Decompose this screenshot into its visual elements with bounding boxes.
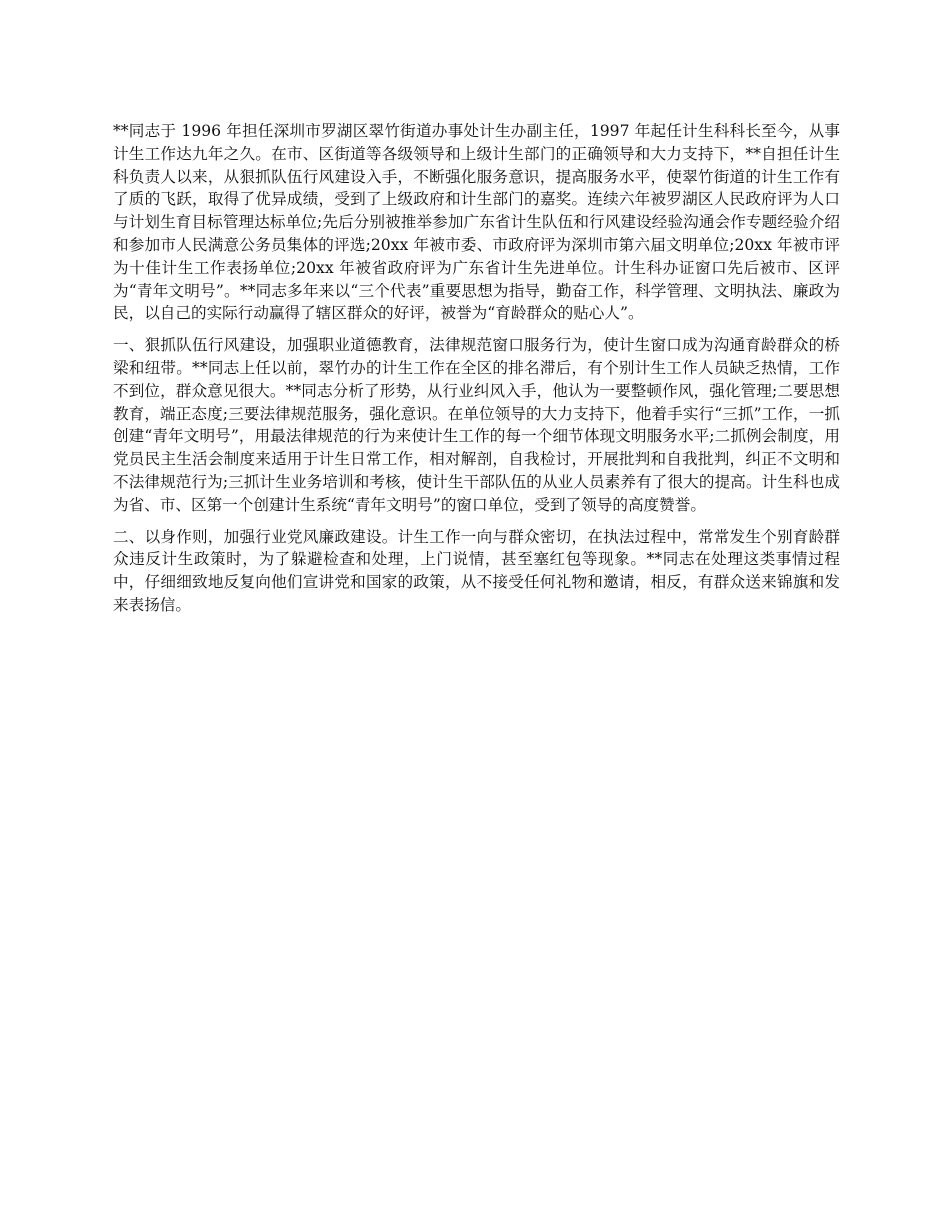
paragraph-section-two: 二、以身作则，加强行业党风廉政建设。计生工作一向与群众密切，在执法过程中，常常发生个别育龄群众违反计生政策时，为了躲避检查和处理，上门说情，甚至塞红包等现象。**同志在处理这类事情过程中，仔细细致地反复向他们宣讲党和国家的政策，从不接受任何礼物和邀请，相反，有群众送来锦旗和发来表扬信。 (113, 527, 840, 614)
document-body (113, 120, 840, 626)
paragraph-section-one: 一、狠抓队伍行风建设，加强职业道德教育，法律规范窗口服务行为，使计生窗口成为沟通育龄群众的桥梁和纽带。**同志上任以前，翠竹办的计生工作在全区的排名滞后，有个别计生工作人员缺乏热情，工作不到位，群众意见很大。**同志分析了形势，从行业纠风入手，他认为一要整顿作风，强化管理;二要思想教育，端正态度;三要法律规范服务，强化意识。在单位领导的大力支持下，他着手实行“三抓”工作，一抓创建“青年文明号”，用最法律规范的行为来使计生工作的每一个细节体现文明服务水平;二抓例会制度，用党员民主生活会制度来适用于计生日常工作，相对解剖，自我检讨，开展批判和自我批判，纠正不文明和不法律规范行为;三抓计生业务培训和考核，使计生干部队伍的从业人员素养有了很大的提高。计生科也成为省、市、区第一个创建计生系统“青年文明号”的窗口单位，受到了领导的高度赞誉。 (113, 336, 840, 514)
paragraph-intro: **同志于 1996 年担任深圳市罗湖区翠竹街道办事处计生办副主任，1997 年起任计生科科长至今，从事计生工作达九年之久。在市、区街道等各级领导和上级计生部门的正确领导和大力支持下，**自担任计生科负责人以来，从狠抓队伍行风建设入手，不断强化服务意识，提高服务水平，使翠竹街道的计生工作有了质的飞跃，取得了优异成绩，受到了上级政府和计生部门的嘉奖。连续六年被罗湖区人民政府评为人口与计划生育目标管理达标单位;先后分别被推举参加广东省计生队伍和行风建设经验沟通会作专题经验介绍和参加市人民满意公务员集体的评选;20xx 年被市委、市政府评为深圳市第六届文明单位;20xx 年被市评为十佳计生工作表扬单位;20xx 年被省政府评为广东省计生先进单位。计生科办证窗口先后被市、区评为“青年文明号”。**同志多年来以“三个代表”重要思想为指导，勤奋工作，科学管理、文明执法、廉政为民，以自己的实际行动赢得了辖区群众的好评，被誉为“育龄群众的贴心人”。 (113, 122, 840, 323)
